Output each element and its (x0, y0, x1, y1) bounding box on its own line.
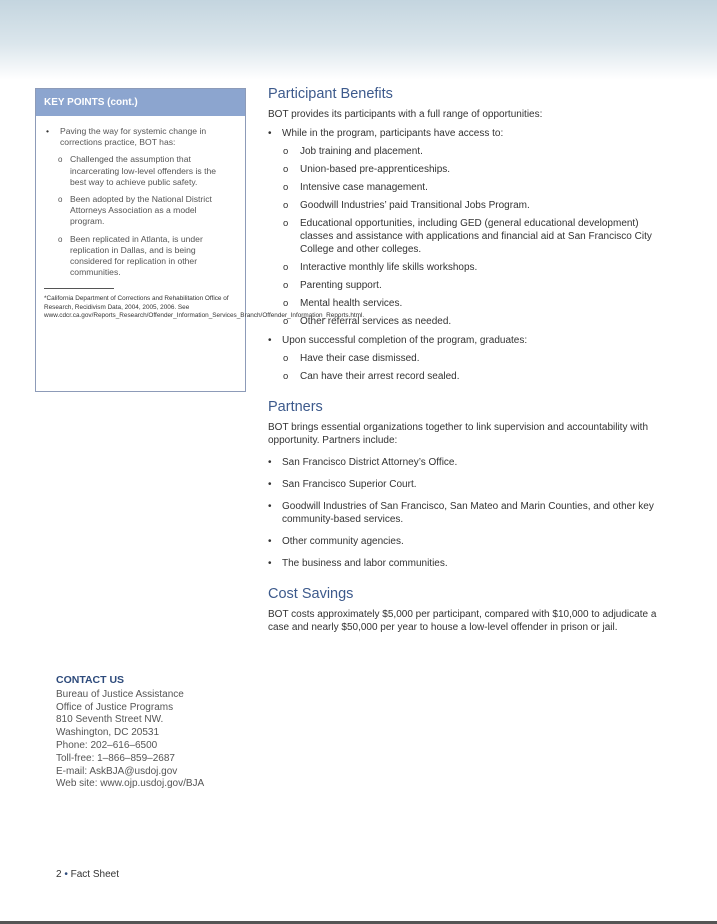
list-item-text: Upon successful completion of the program, graduates: (282, 335, 528, 346)
contact-line: Office of Justice Programs (56, 701, 174, 713)
sub-marker: o (58, 234, 63, 244)
sub-marker: o (283, 200, 289, 211)
bullet-marker: • (46, 126, 50, 136)
list-item-text: San Francisco Superior Court. (282, 479, 417, 490)
key-points-sub-item (44, 234, 237, 279)
partners-intro: BOT brings essential organizations together to link supervision and accountability with opportunity. Partners include: (268, 422, 649, 446)
header-band (0, 0, 717, 80)
sub-marker: o (58, 155, 63, 165)
sub-list-item-text: Educational opportunities, including GED (general educational development) classes and assistance with applications and financial aid at San Francisco City College and other colleges. (300, 218, 652, 255)
list-item-text: San Francisco District Attorney’s Office. (282, 457, 458, 468)
sub-list-item-text: Job training and placement. (300, 146, 423, 157)
sub-list-item (268, 261, 658, 274)
sub-list-item (268, 297, 658, 310)
sub-list-item-text: Mental health services. (300, 298, 403, 309)
sub-list-item (268, 181, 658, 194)
sub-list-item-text: Have their case dismissed. (300, 353, 420, 364)
sub-list-item-text: Intensive case management. (300, 182, 428, 193)
sub-marker: o (283, 316, 289, 327)
contact-line: Bureau of Justice Assistance (56, 688, 184, 700)
contact-toll-free: Toll-free: 1–866–859–2687 (56, 752, 175, 764)
bullet-marker: • (268, 128, 272, 139)
sub-list-item-text: Goodwill Industries’ paid Transitional Jobs Program. (300, 200, 530, 211)
benefits-title: Participant Benefits (268, 86, 393, 102)
list-item (268, 334, 658, 347)
page-footer (56, 869, 119, 880)
key-points-sub-item (44, 194, 237, 228)
sub-marker: o (58, 195, 63, 205)
list-item-text: Goodwill Industries of San Francisco, San Mateo and Marin Counties, and other key community-based services. (282, 501, 654, 525)
list-item (268, 535, 658, 548)
bullet-marker: • (268, 501, 272, 512)
bullet-marker: • (268, 457, 272, 468)
sub-list-item-text: Other referral services as needed. (300, 316, 452, 327)
sub-list-item-text: Can have their arrest record sealed. (300, 371, 460, 382)
sub-marker: o (283, 146, 289, 157)
contact-email[interactable]: E-mail: AskBJA@usdoj.gov (56, 765, 178, 777)
key-points-sub-text: Been replicated in Atlanta, is under replication in Dallas, and is being considered for replication in other communities. (70, 233, 203, 278)
sub-list-item (268, 217, 658, 256)
list-item (268, 127, 658, 140)
contact-phone: Phone: 202–616–6500 (56, 739, 158, 751)
list-item-text: The business and labor communities. (282, 558, 448, 569)
sub-list-item (268, 279, 658, 292)
footnote-divider (44, 288, 114, 289)
bullet-marker: • (268, 536, 272, 547)
contact-line: Washington, DC 20531 (56, 727, 160, 739)
list-item (268, 557, 658, 570)
contact-block (56, 674, 204, 791)
partners-title: Partners (268, 399, 323, 415)
sub-marker: o (283, 262, 289, 273)
contact-line: 810 Seventh Street NW. (56, 714, 164, 726)
footer-separator: • (64, 869, 68, 880)
key-points-sub-item (44, 154, 237, 188)
key-points-main-bullet (44, 126, 237, 148)
bullet-marker: • (268, 335, 272, 346)
sub-list-item (268, 163, 658, 176)
list-item (268, 478, 658, 491)
sub-marker: o (283, 298, 289, 309)
sub-list-item-text: Union-based pre-apprenticeships. (300, 164, 451, 175)
key-points-sub-text: Been adopted by the National District Attorneys Association as a model program. (70, 194, 212, 227)
list-item (268, 456, 658, 469)
list-item-text: While in the program, participants have access to: (282, 128, 504, 139)
footer-label: Fact Sheet (70, 869, 119, 880)
sub-list-item (268, 199, 658, 212)
sub-list-item (268, 370, 658, 383)
contact-heading: CONTACT US (56, 674, 125, 686)
bullet-marker: • (268, 558, 272, 569)
list-item (268, 500, 658, 526)
key-points-header: KEY POINTS (cont.) (36, 89, 245, 116)
sub-list-item-text: Interactive monthly life skills workshops. (300, 262, 478, 273)
sub-marker: o (283, 280, 289, 291)
sub-list-item-text: Parenting support. (300, 280, 382, 291)
contact-website[interactable]: Web site: www.ojp.usdoj.gov/BJA (56, 778, 205, 790)
sub-marker: o (283, 371, 289, 382)
main-column (268, 86, 658, 634)
page-number: 2 (56, 869, 62, 880)
key-points-footnote: *California Department of Corrections and Rehabilitation Office of Research, Recidivism Data, 2004, 2005, 2006. See www.cdcr.ca.gov/Reports_Research/Offender_Information_Services_Branch/Offender_Information_Reports.html. (44, 295, 365, 319)
benefits-intro: BOT provides its participants with a full range of opportunities: (268, 109, 543, 120)
sub-list-item (268, 315, 658, 328)
bullet-marker: • (268, 479, 272, 490)
sub-marker: o (283, 164, 289, 175)
sub-marker: o (283, 218, 289, 229)
cost-savings-text: BOT costs approximately $5,000 per participant, compared with $10,000 to adjudicate a case and nearly $50,000 per year to house a low-level offender in prison or jail. (268, 609, 657, 633)
cost-savings-title: Cost Savings (268, 586, 354, 602)
sub-marker: o (283, 182, 289, 193)
sub-marker: o (283, 353, 289, 364)
list-item-text: Other community agencies. (282, 536, 404, 547)
key-points-main-text: Paving the way for systemic change in corrections practice, BOT has: (60, 126, 207, 148)
sub-list-item (268, 145, 658, 158)
key-points-sub-text: Challenged the assumption that incarcerating low-level offenders is the best way to achieve public safety. (70, 154, 217, 187)
sub-list-item (268, 352, 658, 365)
